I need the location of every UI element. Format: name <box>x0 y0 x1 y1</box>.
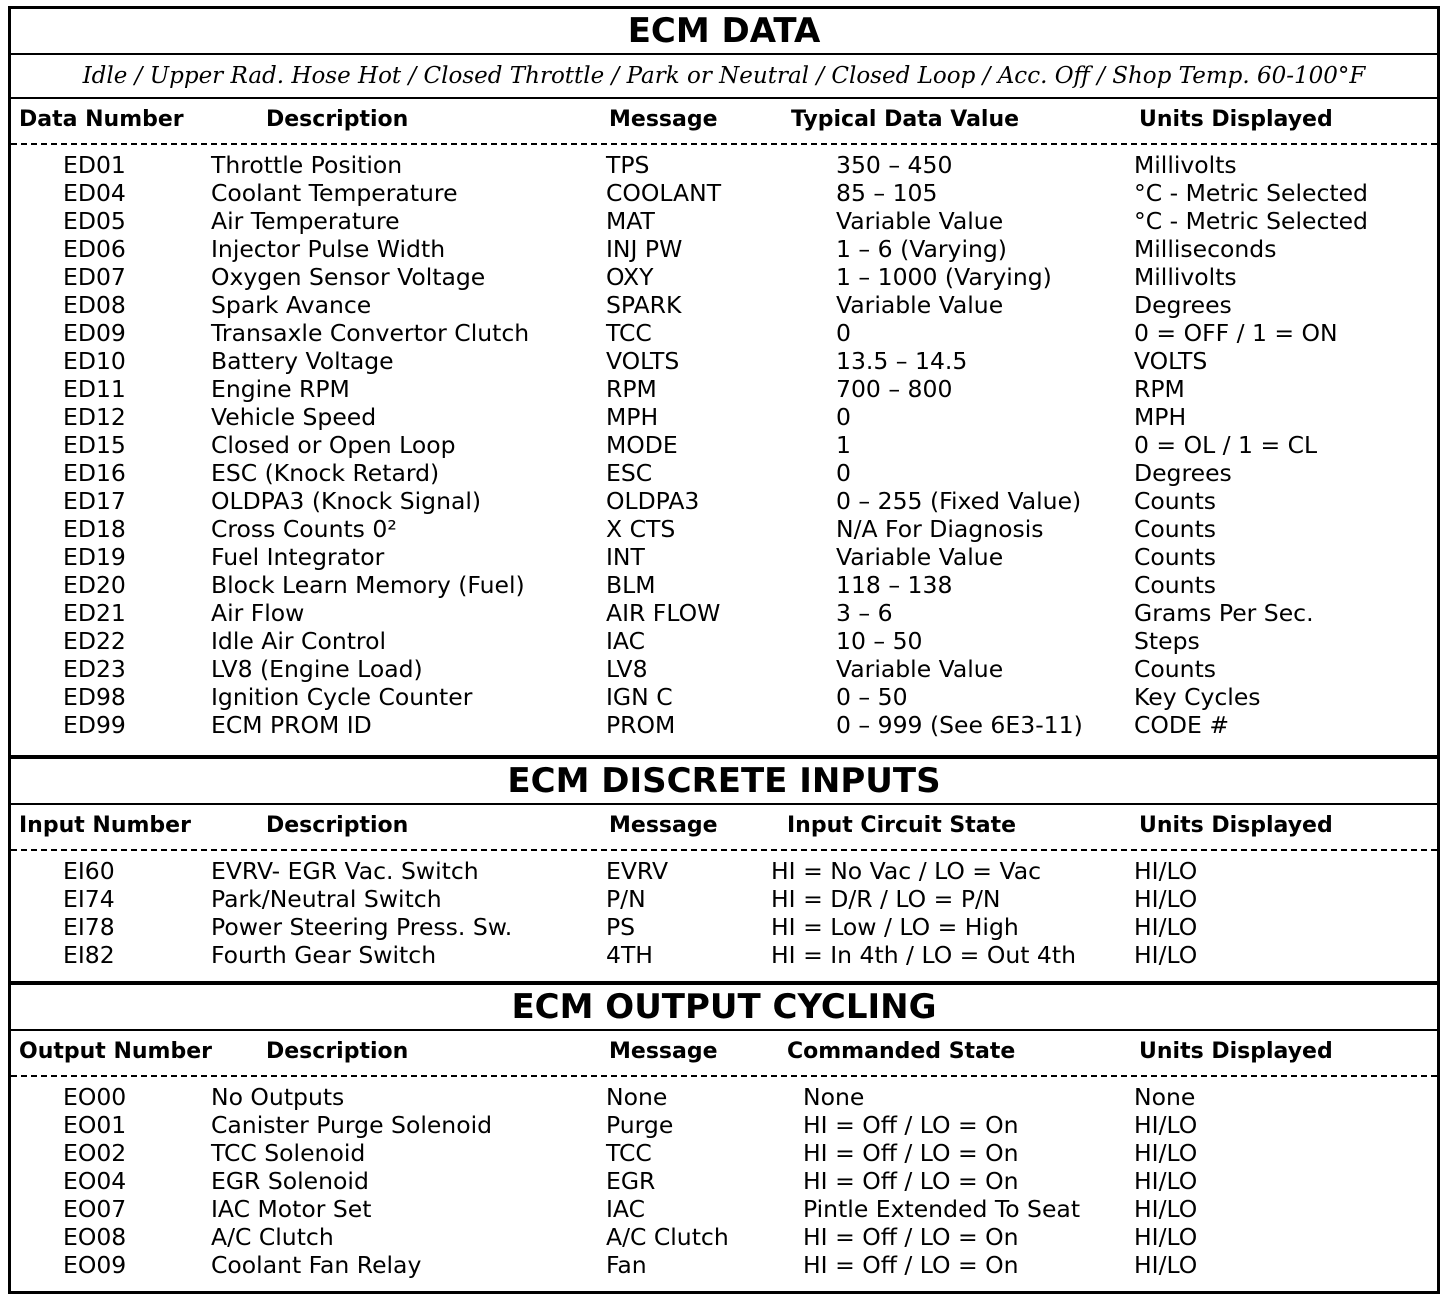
table-row <box>11 1195 1437 1223</box>
cell-number: ED22 <box>63 627 126 655</box>
ecm-data-column-headers <box>11 97 1437 143</box>
table-row <box>11 1167 1437 1195</box>
ecm-reference-table <box>8 6 1440 1294</box>
table-row <box>11 515 1437 543</box>
cell-description: TCC Solenoid <box>211 1139 366 1167</box>
table-row <box>11 711 1437 739</box>
cell-description: Engine RPM <box>211 375 350 403</box>
table-row <box>11 179 1437 207</box>
cell-number: ED98 <box>63 683 126 711</box>
cell-description: Ignition Cycle Counter <box>211 683 473 711</box>
cell-units: °C - Metric Selected <box>1134 179 1368 207</box>
cell-description: ECM PROM ID <box>211 711 372 739</box>
table-row <box>11 627 1437 655</box>
cell-message: IAC <box>606 627 646 655</box>
cell-description: EGR Solenoid <box>211 1167 369 1195</box>
cell-message: OLDPA3 <box>606 487 700 515</box>
header-input-circuit-state: Input Circuit State <box>787 813 1017 838</box>
cell-number: ED01 <box>63 151 126 179</box>
cell-message: AIR FLOW <box>606 599 721 627</box>
cell-description: Canister Purge Solenoid <box>211 1111 493 1139</box>
header-message: Message <box>609 813 718 838</box>
cell-description: Fourth Gear Switch <box>211 941 437 969</box>
cell-units: CODE # <box>1134 711 1230 739</box>
cell-description: LV8 (Engine Load) <box>211 655 423 683</box>
cell-value: Pintle Extended To Seat <box>803 1195 1081 1223</box>
cell-number: ED11 <box>63 375 126 403</box>
cell-number: ED05 <box>63 207 126 235</box>
cell-value: 0 – 999 (See 6E3-11) <box>836 711 1083 739</box>
cell-units: HI/LO <box>1134 885 1198 913</box>
cell-value: HI = In 4th / LO = Out 4th <box>771 941 1076 969</box>
cell-number: ED18 <box>63 515 126 543</box>
cell-description: Transaxle Convertor Clutch <box>211 319 530 347</box>
cell-message: BLM <box>606 571 656 599</box>
cell-number: EO02 <box>63 1139 127 1167</box>
cell-value: HI = Off / LO = On <box>803 1223 1019 1251</box>
cell-message: ESC <box>606 459 653 487</box>
cell-value: N/A For Diagnosis <box>836 515 1044 543</box>
cell-message: A/C Clutch <box>606 1223 729 1251</box>
cell-number: ED04 <box>63 179 126 207</box>
cell-message: MAT <box>606 207 655 235</box>
cell-units: Counts <box>1134 487 1217 515</box>
header-message: Message <box>609 1039 718 1064</box>
cell-value: 118 – 138 <box>836 571 953 599</box>
cell-message: None <box>606 1083 668 1111</box>
table-row <box>11 857 1437 885</box>
header-message: Message <box>609 107 718 132</box>
cell-value: HI = Off / LO = On <box>803 1251 1019 1279</box>
cell-units: HI/LO <box>1134 941 1198 969</box>
cell-description: IAC Motor Set <box>211 1195 372 1223</box>
cell-number: ED12 <box>63 403 126 431</box>
cell-units: HI/LO <box>1134 1167 1198 1195</box>
cell-description: Cross Counts 0² <box>211 515 397 543</box>
cell-units: Grams Per Sec. <box>1134 599 1314 627</box>
cell-message: X CTS <box>606 515 676 543</box>
cell-description: ESC (Knock Retard) <box>211 459 440 487</box>
cell-units: MPH <box>1134 403 1187 431</box>
cell-units: Millivolts <box>1134 263 1237 291</box>
header-input-number: Input Number <box>19 813 191 838</box>
cell-message: Purge <box>606 1111 674 1139</box>
cell-description: Block Learn Memory (Fuel) <box>211 571 525 599</box>
cell-units: HI/LO <box>1134 1111 1198 1139</box>
cell-value: 0 – 50 <box>836 683 908 711</box>
cell-description: Oxygen Sensor Voltage <box>211 263 486 291</box>
cell-number: ED99 <box>63 711 126 739</box>
table-row <box>11 487 1437 515</box>
header-description: Description <box>266 107 409 132</box>
header-description: Description <box>266 1039 409 1064</box>
table-row <box>11 347 1437 375</box>
output-cycling-column-headers <box>11 1029 1437 1075</box>
table-row <box>11 655 1437 683</box>
table-row <box>11 913 1437 941</box>
cell-message: Fan <box>606 1251 647 1279</box>
cell-value: Variable Value <box>836 207 1004 235</box>
cell-value: 0 <box>836 403 851 431</box>
cell-units: Degrees <box>1134 291 1232 319</box>
cell-units: °C - Metric Selected <box>1134 207 1368 235</box>
table-row <box>11 1083 1437 1111</box>
cell-units: HI/LO <box>1134 1223 1198 1251</box>
cell-value: 0 – 255 (Fixed Value) <box>836 487 1082 515</box>
cell-number: EO04 <box>63 1167 127 1195</box>
table-row <box>11 319 1437 347</box>
cell-units: 0 = OL / 1 = CL <box>1134 431 1318 459</box>
table-row <box>11 403 1437 431</box>
cell-number: EO00 <box>63 1083 127 1111</box>
discrete-inputs-title: ECM DISCRETE INPUTS <box>507 761 941 801</box>
cell-description: Coolant Temperature <box>211 179 458 207</box>
table-row <box>11 543 1437 571</box>
cell-value: 85 – 105 <box>836 179 938 207</box>
cell-number: EO01 <box>63 1111 127 1139</box>
header-data-number: Data Number <box>19 107 184 132</box>
cell-number: ED06 <box>63 235 126 263</box>
discrete-inputs-rows <box>11 851 1437 981</box>
table-row <box>11 941 1437 969</box>
header-output-number: Output Number <box>19 1039 212 1064</box>
cell-number: EO09 <box>63 1251 127 1279</box>
cell-number: ED23 <box>63 655 126 683</box>
cell-value: Variable Value <box>836 655 1004 683</box>
ecm-data-rows <box>11 145 1437 755</box>
header-units-displayed: Units Displayed <box>1139 1039 1333 1064</box>
cell-value: 10 – 50 <box>836 627 923 655</box>
cell-description: Vehicle Speed <box>211 403 377 431</box>
cell-value: HI = Off / LO = On <box>803 1139 1019 1167</box>
cell-value: 700 – 800 <box>836 375 953 403</box>
cell-units: VOLTS <box>1134 347 1208 375</box>
cell-value: 13.5 – 14.5 <box>836 347 968 375</box>
cell-number: ED17 <box>63 487 126 515</box>
cell-description: A/C Clutch <box>211 1223 334 1251</box>
cell-message: PS <box>606 913 636 941</box>
cell-message: MODE <box>606 431 678 459</box>
cell-number: ED19 <box>63 543 126 571</box>
table-row <box>11 431 1437 459</box>
cell-description: Battery Voltage <box>211 347 394 375</box>
cell-number: ED10 <box>63 347 126 375</box>
cell-value: Variable Value <box>836 543 1004 571</box>
cell-message: P/N <box>606 885 646 913</box>
header-typical-data-value: Typical Data Value <box>791 107 1020 132</box>
cell-message: EVRV <box>606 857 669 885</box>
table-row <box>11 151 1437 179</box>
cell-value: 3 – 6 <box>836 599 893 627</box>
cell-number: EI74 <box>63 885 115 913</box>
cell-value: Variable Value <box>836 291 1004 319</box>
cell-units: HI/LO <box>1134 857 1198 885</box>
cell-value: 0 <box>836 319 851 347</box>
cell-description: Air Temperature <box>211 207 400 235</box>
test-conditions: Idle / Upper Rad. Hose Hot / Closed Throttle / Park or Neutral / Closed Loop / Acc. Off / Shop Temp. 60-100°F <box>11 53 1437 97</box>
table-row <box>11 599 1437 627</box>
cell-description: Idle Air Control <box>211 627 386 655</box>
cell-units: 0 = OFF / 1 = ON <box>1134 319 1338 347</box>
table-row <box>11 1223 1437 1251</box>
cell-message: INT <box>606 543 645 571</box>
cell-units: Degrees <box>1134 459 1232 487</box>
cell-value: 1 – 1000 (Varying) <box>836 263 1052 291</box>
cell-message: IGN C <box>606 683 673 711</box>
table-row <box>11 375 1437 403</box>
cell-number: ED09 <box>63 319 126 347</box>
cell-description: Park/Neutral Switch <box>211 885 442 913</box>
cell-number: ED08 <box>63 291 126 319</box>
cell-number: EO07 <box>63 1195 127 1223</box>
cell-description: OLDPA3 (Knock Signal) <box>211 487 482 515</box>
cell-units: Milliseconds <box>1134 235 1277 263</box>
cell-value: 1 <box>836 431 851 459</box>
cell-units: HI/LO <box>1134 1139 1198 1167</box>
cell-message: IAC <box>606 1195 646 1223</box>
table-row <box>11 1251 1437 1279</box>
cell-number: ED15 <box>63 431 126 459</box>
table-row <box>11 207 1437 235</box>
cell-units: Counts <box>1134 543 1217 571</box>
cell-value: None <box>803 1083 865 1111</box>
cell-number: EI82 <box>63 941 115 969</box>
cell-message: TPS <box>606 151 650 179</box>
table-row <box>11 683 1437 711</box>
cell-value: HI = Off / LO = On <box>803 1167 1019 1195</box>
cell-description: EVRV- EGR Vac. Switch <box>211 857 479 885</box>
cell-units: HI/LO <box>1134 913 1198 941</box>
cell-number: EI60 <box>63 857 115 885</box>
cell-description: Injector Pulse Width <box>211 235 446 263</box>
cell-message: INJ PW <box>606 235 683 263</box>
table-row <box>11 235 1437 263</box>
cell-units: Millivolts <box>1134 151 1237 179</box>
cell-number: EO08 <box>63 1223 127 1251</box>
cell-description: Closed or Open Loop <box>211 431 456 459</box>
cell-message: TCC <box>606 319 652 347</box>
cell-message: VOLTS <box>606 347 680 375</box>
table-row <box>11 1111 1437 1139</box>
cell-value: HI = Low / LO = High <box>771 913 1019 941</box>
cell-units: Steps <box>1134 627 1200 655</box>
cell-value: 1 – 6 (Varying) <box>836 235 1007 263</box>
table-row <box>11 1139 1437 1167</box>
cell-message: EGR <box>606 1167 656 1195</box>
cell-message: COOLANT <box>606 179 722 207</box>
cell-units: HI/LO <box>1134 1195 1198 1223</box>
cell-message: 4TH <box>606 941 653 969</box>
cell-units: Counts <box>1134 655 1217 683</box>
cell-message: TCC <box>606 1139 652 1167</box>
cell-units: Counts <box>1134 515 1217 543</box>
cell-message: PROM <box>606 711 676 739</box>
output-cycling-section <box>11 985 1437 1279</box>
table-row <box>11 885 1437 913</box>
header-description: Description <box>266 813 409 838</box>
table-row <box>11 263 1437 291</box>
cell-message: LV8 <box>606 655 648 683</box>
cell-number: ED20 <box>63 571 126 599</box>
output-cycling-rows <box>11 1077 1437 1279</box>
ecm-data-title: ECM DATA <box>627 11 821 51</box>
cell-description: Coolant Fan Relay <box>211 1251 422 1279</box>
cell-number: ED21 <box>63 599 126 627</box>
discrete-inputs-section <box>11 759 1437 981</box>
cell-units: RPM <box>1134 375 1185 403</box>
header-units-displayed: Units Displayed <box>1139 813 1333 838</box>
cell-message: SPARK <box>606 291 682 319</box>
header-commanded-state: Commanded State <box>787 1039 1016 1064</box>
cell-message: RPM <box>606 375 657 403</box>
ecm-data-section <box>11 9 1437 755</box>
cell-value: HI = D/R / LO = P/N <box>771 885 1001 913</box>
cell-value: 350 – 450 <box>836 151 953 179</box>
cell-number: EI78 <box>63 913 115 941</box>
table-row <box>11 459 1437 487</box>
cell-description: Throttle Position <box>211 151 403 179</box>
discrete-inputs-column-headers <box>11 803 1437 849</box>
cell-value: 0 <box>836 459 851 487</box>
cell-message: OXY <box>606 263 654 291</box>
cell-message: MPH <box>606 403 659 431</box>
cell-number: ED16 <box>63 459 126 487</box>
cell-number: ED07 <box>63 263 126 291</box>
cell-description: Power Steering Press. Sw. <box>211 913 513 941</box>
cell-units: Key Cycles <box>1134 683 1261 711</box>
cell-units: HI/LO <box>1134 1251 1198 1279</box>
cell-units: Counts <box>1134 571 1217 599</box>
cell-description: Spark Avance <box>211 291 372 319</box>
header-units-displayed: Units Displayed <box>1139 107 1333 132</box>
cell-value: HI = Off / LO = On <box>803 1111 1019 1139</box>
cell-value: HI = No Vac / LO = Vac <box>771 857 1042 885</box>
output-cycling-title: ECM OUTPUT CYCLING <box>511 987 937 1027</box>
cell-description: No Outputs <box>211 1083 345 1111</box>
cell-description: Air Flow <box>211 599 305 627</box>
cell-description: Fuel Integrator <box>211 543 385 571</box>
cell-units: None <box>1134 1083 1196 1111</box>
table-row <box>11 291 1437 319</box>
table-row <box>11 571 1437 599</box>
